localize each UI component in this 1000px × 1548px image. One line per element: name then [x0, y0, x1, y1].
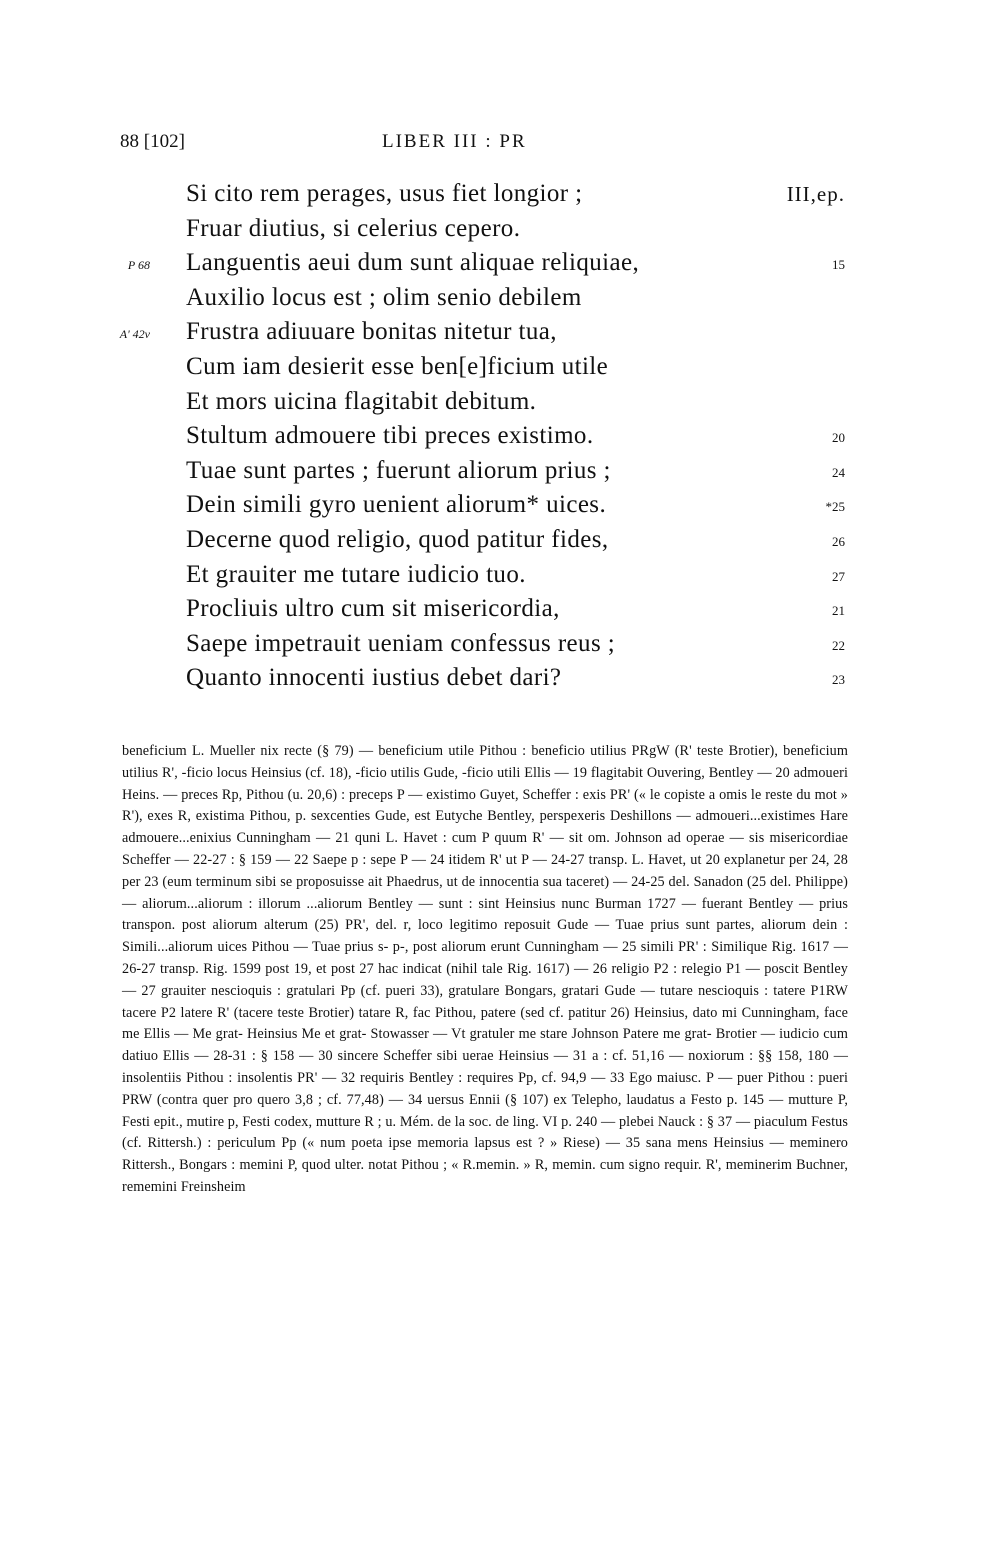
verse-text: Dein simili gyro uenient aliorum* uices.	[186, 491, 607, 519]
critical-apparatus: beneficium L. Mueller nix recte (§ 79) — beneficium utile Pithou : beneficio utilius PRgW (R' teste Brotier), beneficium utilius R', -ficio locus Heinsius (cf. 18), -ficio utilis Gude, -ficio utili Ellis — 19 flagitabit Ouvering, Bentley — 20 admoueri Heins. — preces Rp, Pithou (u. 20,6) : preceps P — existimo Guyet, Scheffer : exis PR' (« le copiste a omis le reste du mot » R'), exes R, existima Pithou, p. sexcenties Gude, est Eutyche Bentley, perspexeris Deshillons — admoueri...existimes Hare admouere...enixius Cunningham — 21 quni L. Havet : cum P quum R' — sit om. Johnson ad operae — sis misericordiae Scheffer — 22-27 : § 159 — 22 Saepe p : sepe P — 24 itidem R' ut P — 24-27 transp. L. Havet, ut 20 explanetur per 24, 28 per 23 (eum terminum sibi se proposuisse ait Phaedrus, ut de innocentia sua taceret) — 24-25 del. Sanadon (25 del. Philippe) — aliorum...aliorum : illorum ...aliorum Bentley — sunt : sint Heinsius nunc Burman 1727 — fuerant Bentley — prius transpon. post aliorum alterum (25) PR', del. r, loco legitimo reposuit Gude — Tuae prius sunt partes, aliorum dein : Simili...aliorum uices Pithou — Tuae prius s- p-, post aliorum erunt Cunningham — 25 simili PR' : Similique Rig. 1617 — 26-27 transp. Rig. 1599 post 19, et post 27 hac indicat (nihil tale Rig. 1617) — 26 religio P2 : relegio P1 — poscit Bentley — 27 grauiter nescioquis : gratulari Pp (cf. pueri 33), gratulare Bongars, gratari Gude — tutare nescioquis : tatere P1RW tacere P2 latere R' (tacere teste Brotier) tatare R, fac Pithou, patere (sed cf. patitur 26) Heinsius, dato mi Cunningham, face me Ellis — Me grat- Heinsius Me et grat- Stowasser — Vt gratuler me stare Johnson Patere me grat- Brotier — iudicio cum datiuo Ellis — 28-31 : § 158 — 30 sincere Scheffer sibi uerae Heinsius — 31 a : cf. 51,16 — noxiorum : §§ 158, 180 — insolentiis Pithou : insolentis PR' — 32 requiris Bentley : requires Pp, cf. 94,9 — 33 Ego maiusc. P — puer Pithou : pueri PRW (contra quer pro quero 3,8 ; cf. 77,48) — 34 uersus Ennii (§ 107) ex Telepho, laudatus a Festo p. 145 — mutture P, Festi epit., mutire p, Festi codex, mutture R ; u. Mém. de la soc. de ling. VI p. 240 — plebei Nauck : § 37 — piaculum Festus (cf. Rittersh.) : periculum Pp (« num poeta ipse memoria lapsus est ? » Riese) — 35 sana mens Heinsius — meminero Rittersh., Bongars : memini P, quod ulter. notat Pithou ; « R.memin. » R, memin. cum signo requir. R', meminerim Buchner, rememini Freinsheim	[122, 743, 848, 1195]
verse-text: Si cito rem perages, usus fiet longior ;	[186, 180, 583, 207]
line-number: 15	[832, 257, 845, 273]
verse-text: Cum iam desierit esse ben[e]ficium utile	[186, 352, 609, 380]
verse-line	[0, 249, 1000, 284]
verse-text: Procliuis ultro cum sit misericordia,	[186, 595, 560, 623]
verse-line	[0, 215, 1000, 250]
verse-text: Auxilio locus est ; olim senio debilem	[186, 283, 582, 311]
line-number: 20	[832, 430, 845, 446]
verse-block	[0, 180, 1000, 699]
line-number: 26	[832, 533, 845, 549]
verse-text: Quanto innocenti iustius debet dari?	[186, 664, 562, 692]
page-number: 88 [102]	[120, 131, 185, 152]
verse-line	[0, 457, 1000, 492]
running-head: LIBER III : PR	[382, 131, 527, 152]
verse-line	[0, 422, 1000, 457]
verse-text: Languentis aeui dum sunt aliquae reliquiae,	[186, 249, 640, 277]
line-number: 27	[832, 568, 845, 584]
line-number: III,ep.	[786, 182, 845, 206]
line-number: 21	[832, 603, 845, 619]
page-header	[120, 131, 600, 161]
verse-text: Frustra adiuuare bonitas nitetur tua,	[186, 318, 557, 346]
verse-text: Tuae sunt partes ; fuerunt aliorum prius ;	[186, 456, 611, 484]
verse-line	[0, 664, 1000, 699]
line-number: 24	[832, 464, 845, 480]
verse-line	[0, 561, 1000, 596]
verse-line	[0, 318, 1000, 353]
verse-text: Et mors uicina flagitabit debitum.	[186, 387, 537, 415]
verse-line	[0, 491, 1000, 526]
verse-text: Stultum admouere tibi preces existimo.	[186, 422, 594, 450]
verse-line	[0, 388, 1000, 423]
margin-note: A' 42v	[119, 327, 150, 342]
verse-text: Saepe impetrauit ueniam confessus reus ;	[186, 629, 616, 657]
line-number: 23	[832, 672, 845, 688]
line-number: *25	[825, 499, 845, 515]
verse-line	[0, 595, 1000, 630]
margin-note: P 68	[127, 258, 150, 273]
verse-text: Fruar diutius, si celerius cepero.	[186, 214, 521, 242]
verse-line	[0, 630, 1000, 665]
verse-line	[0, 284, 1000, 319]
verse-text: Et grauiter me tutare iudicio tuo.	[186, 560, 526, 588]
verse-text: Decerne quod religio, quod patitur fides,	[186, 525, 609, 553]
verse-line	[0, 180, 1000, 215]
line-number: 22	[832, 637, 845, 653]
verse-line	[0, 526, 1000, 561]
verse-line	[0, 353, 1000, 388]
